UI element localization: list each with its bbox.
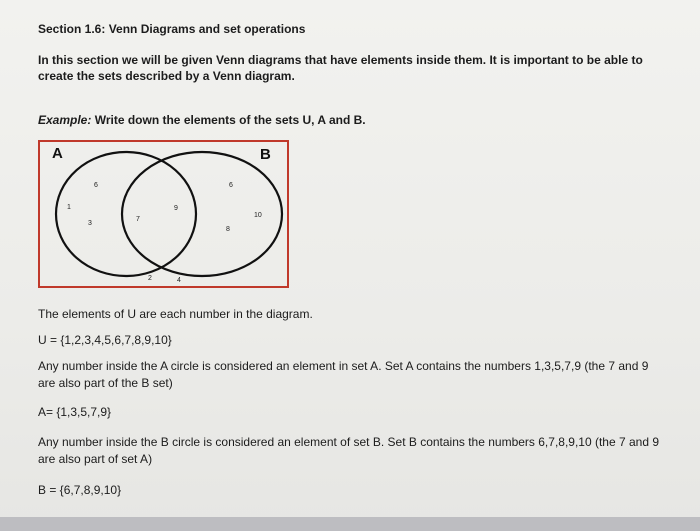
label-a: A — [52, 145, 63, 162]
example-line — [38, 113, 366, 127]
element-only-a-3: 3 — [88, 220, 92, 227]
label-b: B — [260, 146, 271, 163]
section-title: Section 1.6: Venn Diagrams and set operations — [38, 22, 306, 36]
element-only-b-6: 6 — [229, 182, 233, 189]
circle-a — [56, 152, 196, 276]
a-explain-text: Any number inside the A circle is considered an element in set A. Set A contains the numbers 1,3,5,7,9 (the 7 and 9 are also part of the B set) — [38, 359, 649, 390]
element-only-b-10: 10 — [254, 212, 262, 219]
intro-paragraph: In this section we will be given Venn diagrams that have elements inside them. It is important to be able to create the sets described by a Venn diagram. — [38, 53, 643, 83]
b-explain-text: Any number inside the B circle is considered an element of set B. Set B contains the numbers 6,7,8,9,10 (the 7 and 9 are also part of set A) — [38, 435, 660, 466]
b-set-text: B = {6,7,8,9,10} — [38, 483, 122, 497]
u-set-text: U = {1,2,3,4,5,6,7,8,9,10} — [38, 333, 172, 347]
bottom-strip — [0, 517, 700, 531]
element-outside-4: 4 — [177, 277, 181, 284]
venn-diagram — [38, 140, 300, 290]
example-label: Example: — [38, 113, 92, 127]
element-only-a-1: 1 — [67, 204, 71, 211]
element-both-7: 7 — [136, 216, 140, 223]
element-outside-2: 2 — [148, 275, 152, 282]
a-set-text: A= {1,3,5,7,9} — [38, 405, 112, 419]
element-both-9: 9 — [174, 205, 178, 212]
u-intro-text: The elements of U are each number in the diagram. — [38, 307, 313, 321]
example-text: Write down the elements of the sets U, A and B. — [94, 113, 366, 127]
universe-rectangle — [39, 141, 288, 287]
element-only-a-6: 6 — [94, 182, 98, 189]
element-only-b-8: 8 — [226, 226, 230, 233]
